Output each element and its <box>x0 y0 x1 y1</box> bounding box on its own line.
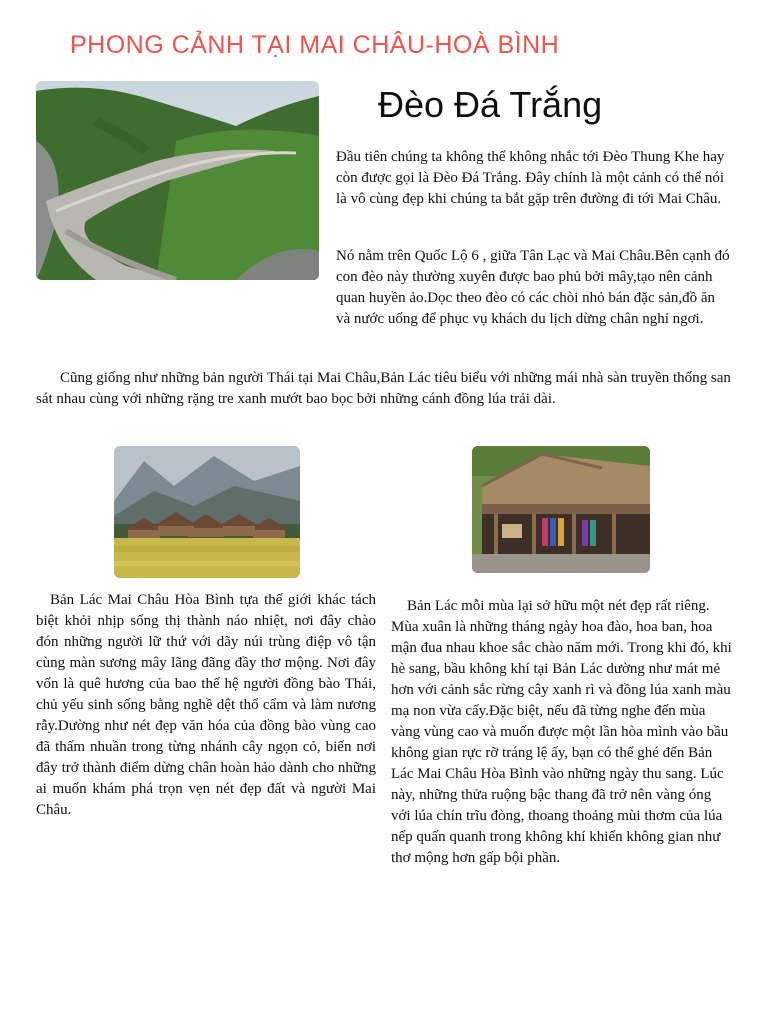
section-paragraph-2: Nó nằm trên Quốc Lộ 6 , giữa Tân Lạc và Mai Châu.Bên cạnh đó con đèo này thường xuyên được bao phủ bởi mây,tạo nên cảnh quan huyền ảo.Dọc theo đèo có các chòi nhỏ bán đặc sản,đồ ăn và nước uống để phục vụ khách du lịch dừng chân nghỉ ngơi. <box>336 248 730 327</box>
left-column-paragraph: Bản Lác Mai Châu Hòa Bình tựa thế giới khác tách biệt khỏi nhịp sống thị thành náo nhiệt, nơi đây chào đón những người lữ thứ với dãy núi trùng điệp vô tận cùng màn sương mây lãng đãng đầy thơ mộng. Nơi đây vốn là quê hương của bao thế hệ người đồng bào Thái, chủ yếu sinh sống bằng nghề dệt thổ cẩm và làm nương rẫy.Dường như nét đẹp văn hóa của đồng bào vùng cao đã thấm nhuần trong từng nhánh cây ngọn cỏ, biến nơi đây trở thành điểm dừng chân hoàn hảo dành cho những ai muốn khám phá trọn vẹn nét đẹp đất và người Mai Châu. <box>36 592 376 818</box>
section-heading: Đèo Đá Trắng <box>378 84 603 125</box>
mountain-pass-photo <box>36 81 319 280</box>
stilt-house-market-photo <box>472 446 650 573</box>
document-title: PHONG CẢNH TẠI MAI CHÂU-HOÀ BÌNH <box>70 31 560 59</box>
village-ricefield-photo <box>114 446 300 578</box>
section-paragraph-1: Đầu tiên chúng ta không thể không nhắc tới Đèo Thung Khe hay còn được gọi là Đèo Đá Trắng. Đây chính là một cảnh có thể nói là vô cùng đẹp khi chúng ta bắt gặp trên đường đi tới Mai Châu. <box>336 149 725 207</box>
intro-paragraph: Cũng giống như những bản người Thái tại Mai Châu,Bản Lác tiêu biểu với những mái nhà sàn truyền thống san sát nhau cùng với những rặng tre xanh mướt bao bọc bởi những cánh đồng lúa trải dài. <box>36 370 731 407</box>
right-column-paragraph: Bản Lác mỗi mùa lại sở hữu một nét đẹp rất riêng. Mùa xuân là những tháng ngày hoa đào, hoa ban, hoa mận đua nhau khoe sắc chào năm mới. Trong khi đó, khi hè sang, bầu không khí tại Bản Lác dường như mát mẻ hơn với cảnh sắc rừng cây xanh rì và đồng lúa xanh màu mạ non vừa cấy.Đặc biệt, nếu đã từng nghe đến mùa vàng vùng cao và muốn được một lần hòa mình vào bầu không gian rực rỡ tráng lệ ấy, bạn có thể ghé đến Bản Lác Mai Châu Hòa Bình vào những ngày thu sang. Lúc này, những thửa ruộng bậc thang đã trở nên vàng óng với lúa chín trĩu đòng, thoang thoảng mùi thơm của lúa nếp quấn quanh trong không khí khiến không gian như thơ mộng hơn gấp bội phần. <box>391 598 732 866</box>
